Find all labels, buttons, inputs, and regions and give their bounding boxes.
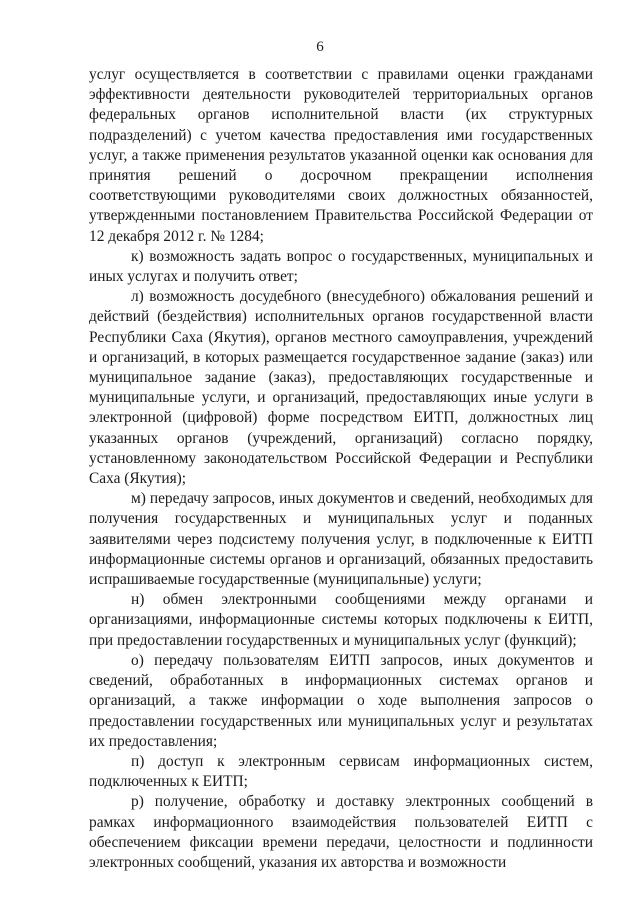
- paragraph-item-r: р) получение, обработку и доставку электронных сообщений в рамках информационного взаимодействия пользователей ЕИТП с обеспечением фиксации времени передачи, целостности и подлинности электронных сообщений, указания их авторства и возможности: [89, 793, 593, 871]
- document-body: [89, 65, 593, 873]
- paragraph-continuation: услуг осуществляется в соответствии с правилами оценки гражданами эффективности деятельности руководителей территориальных органов федеральных органов исполнительной власти (их структурных подразделений) с учетом качества предоставления ими государственных услуг, а также применения результатов указанной оценки как основания для принятия решений о досрочном прекращении исполнения соответствующими руководителями своих должностных обязанностей, утвержденными постановлением Правительства Российской Федерации от 12 декабря 2012 г. № 1284;: [89, 66, 593, 245]
- paragraph-item-m: м) передачу запросов, иных документов и сведений, необходимых для получения государственных и муниципальных услуг и поданных заявителями через подсистему получения услуг, в подключенные к ЕИТП информационные системы органов и организаций, обязанных предоставить испрашиваемые государственные (муниципальные) услуги;: [89, 490, 593, 589]
- page-number: 6: [316, 39, 324, 55]
- paragraph-item-p: п) доступ к электронным сервисам информационных систем, подключенных к ЕИТП;: [89, 752, 593, 791]
- paragraph-item-n: н) обмен электронными сообщениями между органами и организациями, информационные системы которых подключены к ЕИТП, при предоставлении государственных и муниципальных услуг (функций);: [89, 591, 593, 649]
- paragraph-item-k: к) возможность задать вопрос о государственных, муниципальных и иных услугах и получить ответ;: [89, 247, 593, 286]
- paragraph-item-l: л) возможность досудебного (внесудебного) обжалования решений и действий (бездействия) исполнительных органов государственной власти Республики Саха (Якутия), органов местного самоуправления, учреждений и организаций, в которых размещается государственное задание (заказ) или муниципальное задание (заказ), предоставляющих государственные и муниципальные услуги, и организаций, предоставляющих иные услуги в электронной (цифровой) форме посредством ЕИТП, должностных лиц указанных органов (учреждений, организаций) согласно порядку, установленному законодательством Российской Федерации и Республики Саха (Якутия);: [89, 288, 593, 488]
- paragraph-item-o: о) передачу пользователям ЕИТП запросов, иных документов и сведений, обработанных в информационных системах органов и организаций, а также информации о ходе выполнения запросов о предоставлении государственных или муниципальных услуг и результатах их предоставления;: [89, 651, 593, 750]
